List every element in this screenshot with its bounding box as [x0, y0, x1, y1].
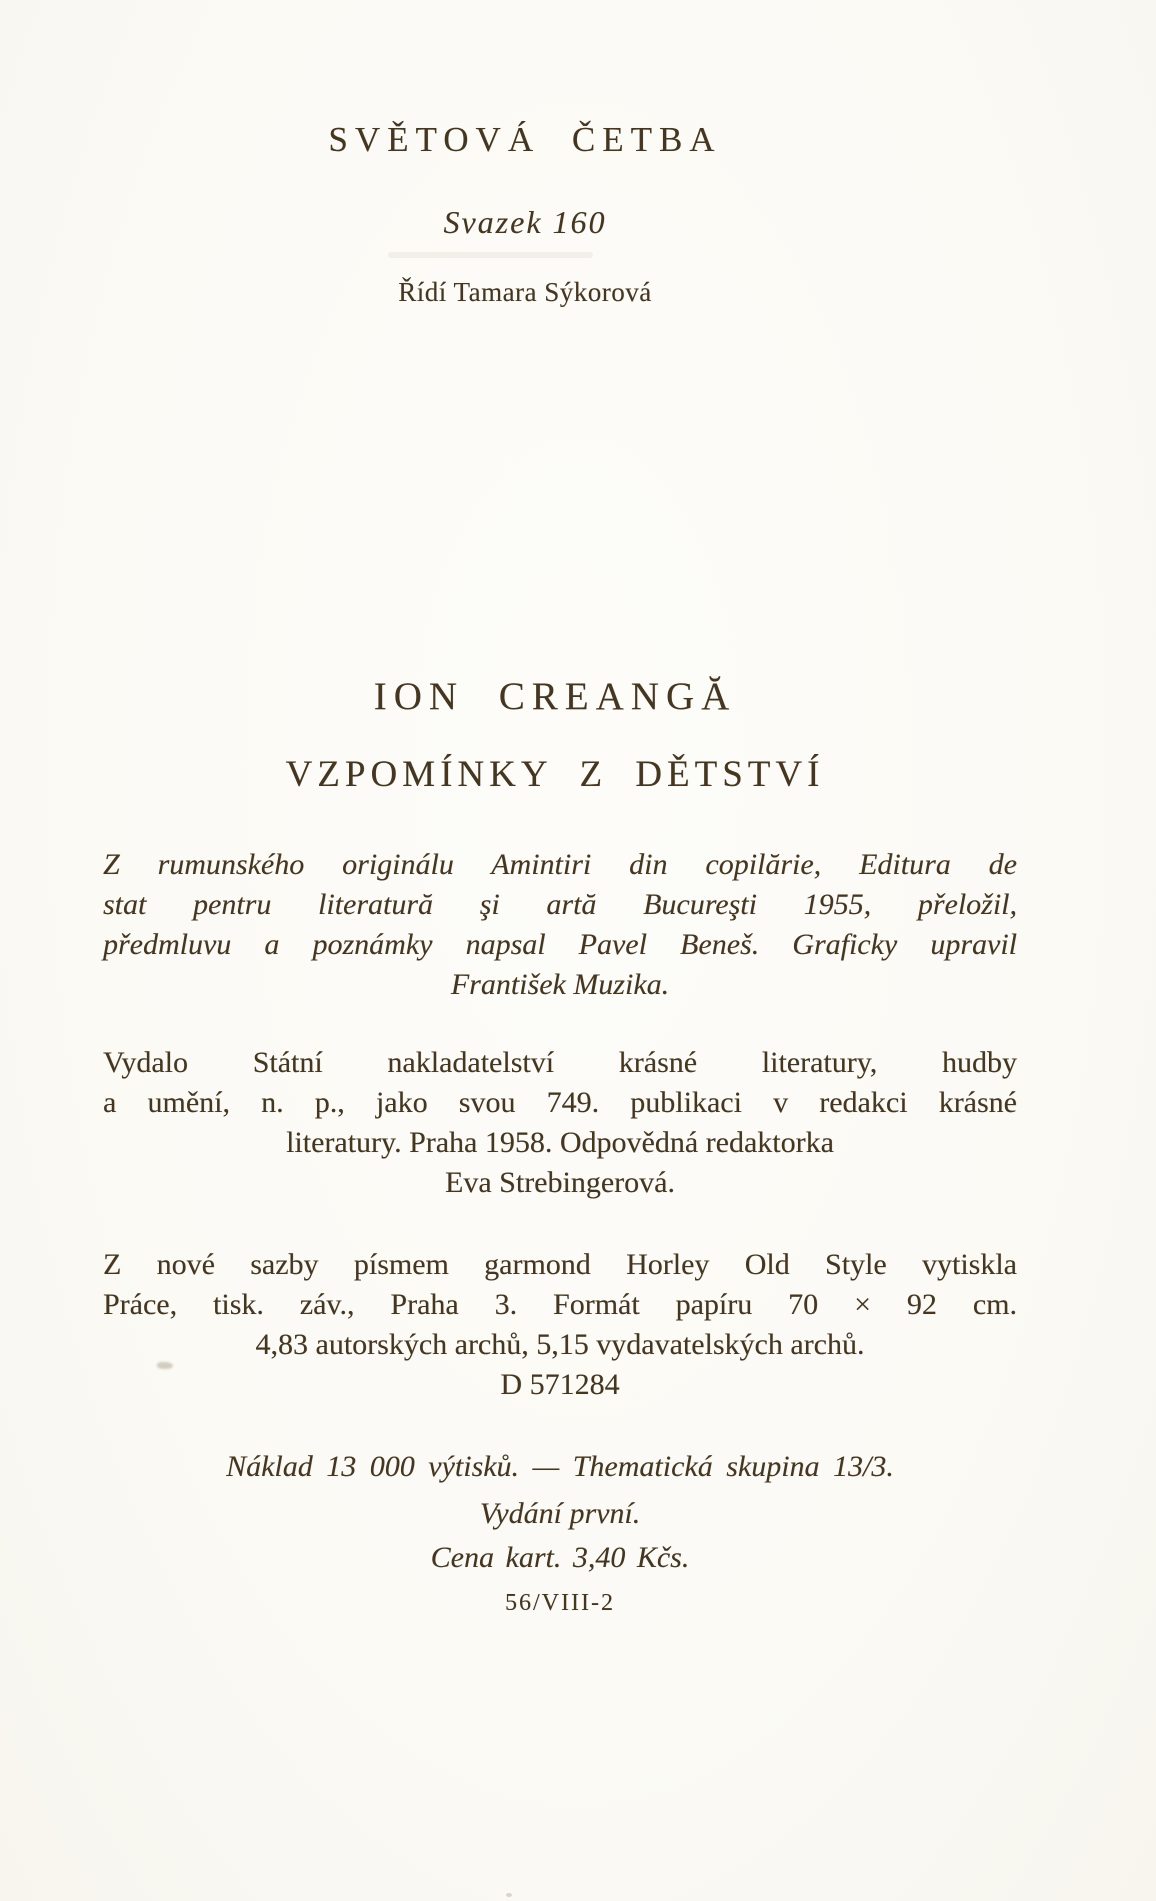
series-title: SVĚTOVÁ ČETBA [328, 120, 722, 159]
show-through-mark [388, 252, 593, 258]
author-name: ION CREANGĂ [373, 675, 737, 718]
volume-number: Svazek 160 [443, 204, 607, 240]
publisher-note-line-2: a umění, n. p., jako svou 749. publikaci v redakci krásné [103, 1086, 1017, 1119]
scan-dot-artifact [506, 1893, 512, 1897]
printing-note [103, 1245, 1017, 1405]
publisher-note-line-1: Vydalo Státní nakladatelství krásné literatury, hudby [103, 1046, 1017, 1079]
source-note-line-2: stat pentru literatură şi artă Bucureşti 1955, přeložil, [103, 888, 1017, 921]
source-note [103, 845, 1017, 1005]
print-run-line: Náklad 13 000 výtisků. — Thematická skupina 13/3. [226, 1450, 894, 1483]
source-note-line-1: Z rumunského originálu Amintiri din copilărie, Editura de [103, 848, 1017, 881]
printing-note-line-4: D 571284 [500, 1368, 620, 1401]
catalog-code: 56/VIII-2 [505, 1590, 615, 1616]
publisher-note-line-3: literatury. Praha 1958. Odpovědná redaktorka [286, 1126, 834, 1159]
source-note-line-3: předmluvu a poznámky napsal Pavel Beneš. Graficky upravil [103, 928, 1017, 961]
price-line: Cena kart. 3,40 Kčs. [430, 1541, 690, 1574]
printing-note-line-1: Z nové sazby písmem garmond Horley Old Style vytiskla [103, 1248, 1017, 1281]
book-title: VZPOMÍNKY Z DĚTSTVÍ [285, 754, 825, 795]
edition-line: Vydání první. [479, 1497, 641, 1530]
publisher-note [103, 1043, 1017, 1203]
printing-note-line-3: 4,83 autorských archů, 5,15 vydavatelských archů. [255, 1328, 865, 1361]
publisher-note-line-4: Eva Strebingerová. [445, 1166, 675, 1199]
print-smudge [157, 1362, 173, 1369]
source-note-line-4: František Muzika. [450, 968, 670, 1001]
series-editor: Řídí Tamara Sýkorová [398, 277, 652, 307]
printing-note-line-2: Práce, tisk. záv., Praha 3. Formát papíru 70 × 92 cm. [103, 1288, 1017, 1321]
